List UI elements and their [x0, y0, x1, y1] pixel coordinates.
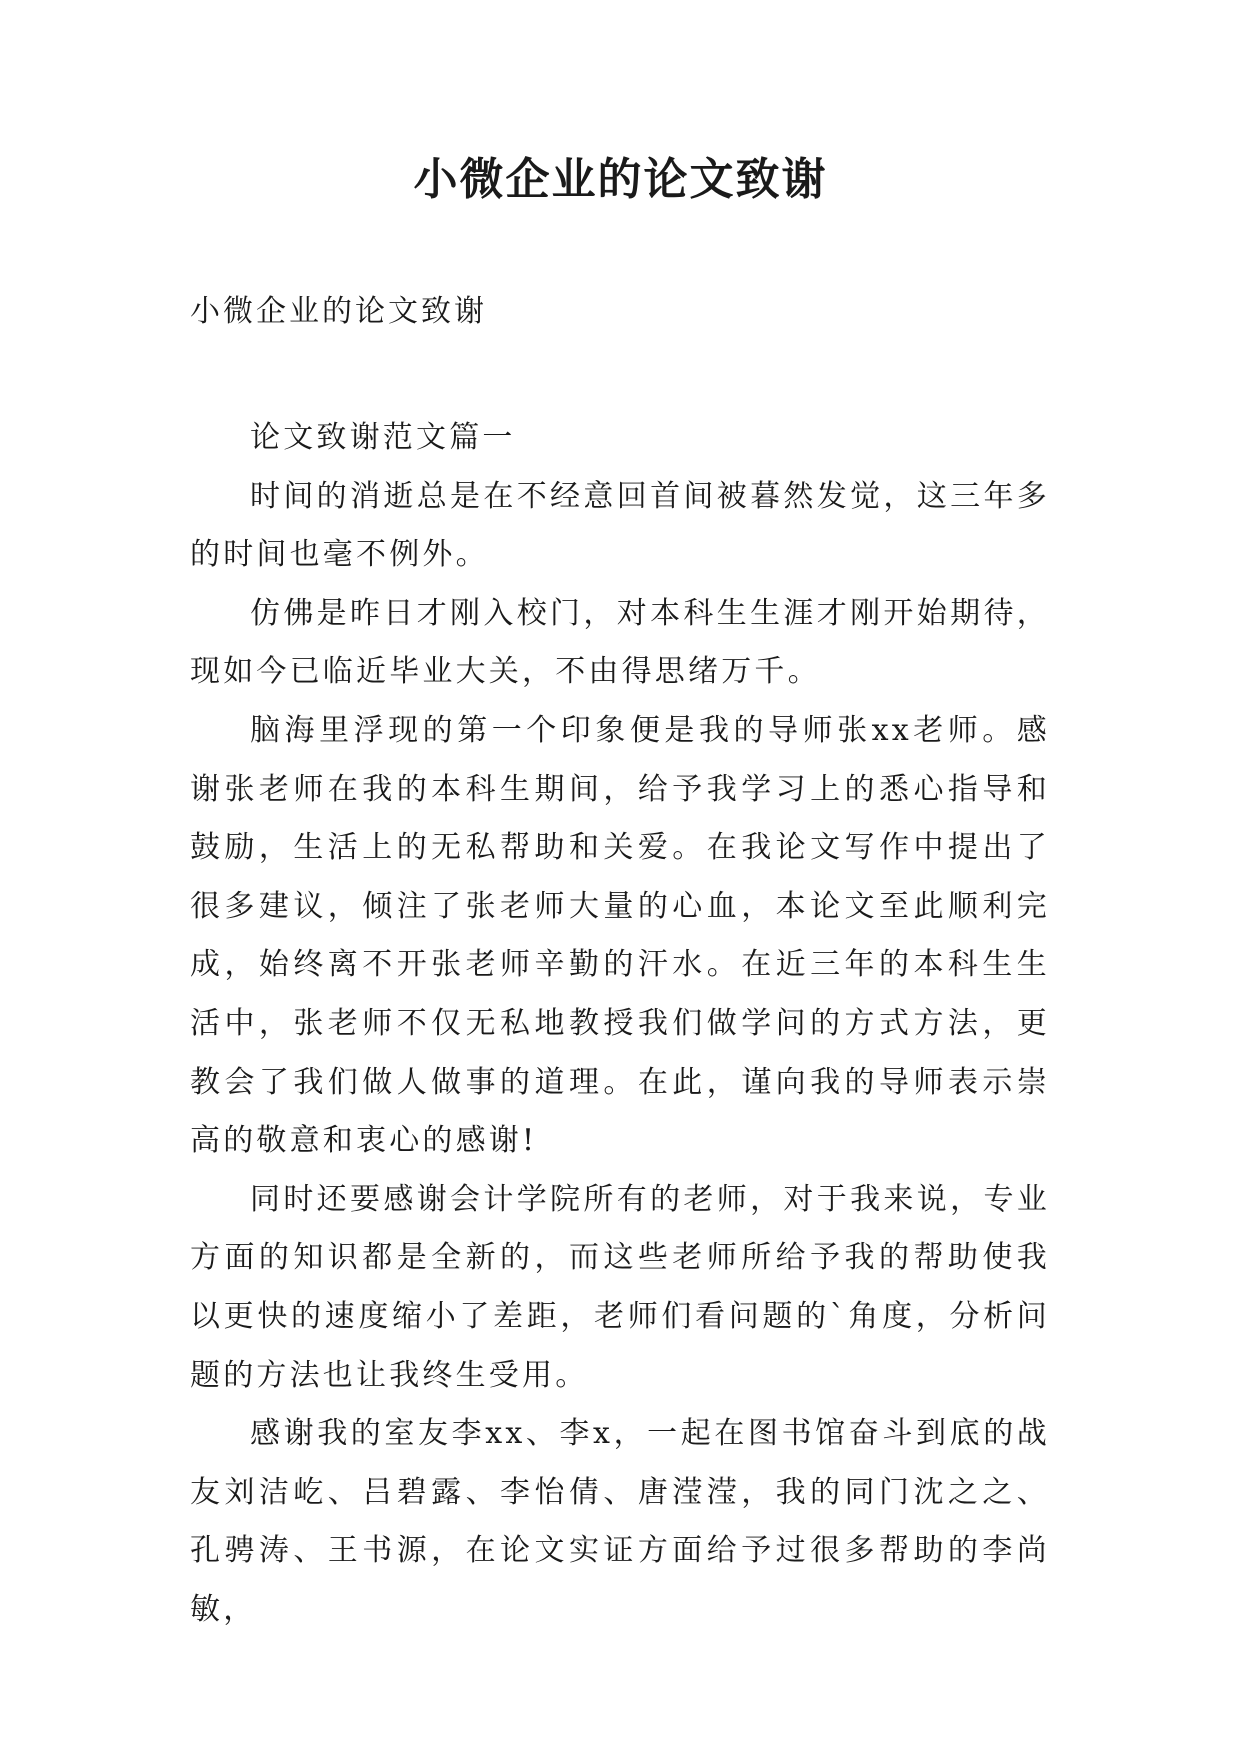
body-paragraph: 仿佛是昨日才刚入校门，对本科生生涯才刚开始期待，现如今已临近毕业大关，不由得思绪万千。	[190, 595, 1050, 690]
body-paragraph: 时间的消逝总是在不经意回首间被暮然发觉，这三年多的时间也毫不例外。	[190, 478, 1050, 573]
document-body	[190, 409, 1050, 1639]
document-title: 小微企业的论文致谢	[413, 154, 828, 205]
body-paragraph: 感谢我的室友李xx、李x，一起在图书馆奋斗到底的战友刘洁屹、吕碧露、李怡倩、唐滢滢，我的同门沈之之、孔骋涛、王书源，在论文实证方面给予过很多帮助的李尚敏，	[190, 1416, 1050, 1627]
body-paragraph: 同时还要感谢会计学院所有的老师，对于我来说，专业方面的知识都是全新的，而这些老师所给予我的帮助使我以更快的速度缩小了差距，老师们看问题的`角度，分析问题的方法也让我终生受用。	[190, 1181, 1050, 1393]
section-heading: 论文致谢范文篇一	[250, 420, 516, 455]
document-subtitle: 小微企业的论文致谢	[190, 294, 487, 329]
body-paragraph: 脑海里浮现的第一个印象便是我的导师张xx老师。感谢张老师在我的本科生期间，给予我学习上的悉心指导和鼓励，生活上的无私帮助和关爱。在我论文写作中提出了很多建议，倾注了张老师大量的心血，本论文至此顺利完成，始终离不开张老师辛勤的汗水。在近三年的本科生生活中，张老师不仅无私地教授我们做学问的方式方法，更教会了我们做人做事的道理。在此，谨向我的导师表示崇高的敬意和衷心的感谢!	[190, 712, 1050, 1159]
